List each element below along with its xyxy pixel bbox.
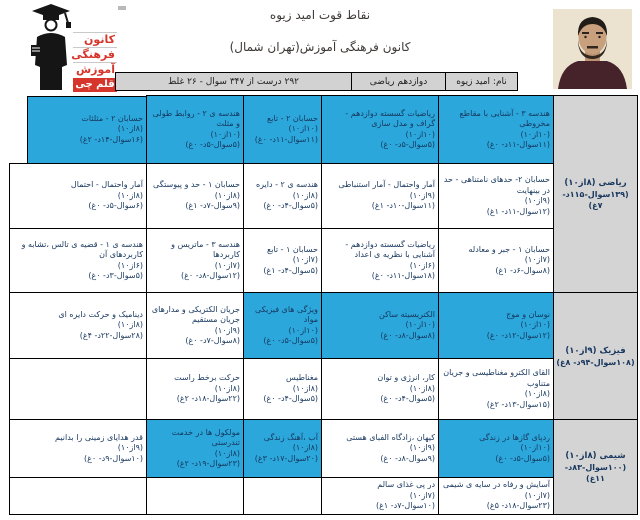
topic-title: ریاضیات گسسته دوازدهم - گراف و مدل سازی xyxy=(345,108,435,128)
logo-badge-ghalamchi: قلم چی xyxy=(73,78,117,92)
topic-score: (۷از۱۰) xyxy=(292,255,318,265)
topic-detail: (۱۰سوال-۹د- ۰غ) xyxy=(84,453,143,463)
topic-score: (۸از۱۰) xyxy=(214,383,240,393)
topic-cell xyxy=(244,420,322,478)
topic-score: (۱۰از۱۰) xyxy=(210,129,240,139)
topic-cell xyxy=(10,229,147,293)
topic-cell xyxy=(439,164,554,229)
logo-word-farhangi: فرهنگی xyxy=(71,48,115,61)
topic-title: کیهان ،زادگاه الفبای هستی xyxy=(346,432,435,442)
topic-title: در پی غذای سالم xyxy=(377,480,435,490)
topic-cell xyxy=(244,229,322,293)
topic-score: (۸از۱۰) xyxy=(214,190,240,200)
topic-cell xyxy=(147,420,244,478)
topic-score: (۸از۱۰) xyxy=(292,443,318,453)
topic-cell xyxy=(439,420,554,478)
topic-title: مولکول ها در خدمت تندرستی xyxy=(171,427,240,447)
topic-score: (۷از۱۰) xyxy=(524,490,550,500)
topic-detail: (۱۲سوال-۱۲د- ۰غ) xyxy=(486,330,550,340)
topic-cell xyxy=(147,229,244,293)
topic-score: (۱۰از۱۰) xyxy=(520,443,550,453)
topic-detail: (۱۲سوال-۸د- ۰غ) xyxy=(181,271,240,280)
topic-title: حسابان ۱ - حد و پیوستگی xyxy=(153,180,240,190)
topic-detail: (۵سوال-۴د- ۰غ) xyxy=(380,394,435,404)
topic-title: آب ،آهنگ زندگی xyxy=(263,432,318,442)
topic-cell xyxy=(439,229,554,293)
topic-cell xyxy=(322,164,439,229)
topic-title: هندسه ی ۱ - قضیه ی تالس ،تشابه و کاربردهای آن xyxy=(21,239,143,259)
topic-score: (۶از۱۰) xyxy=(409,260,435,270)
topic-title: حرکت برخط راست xyxy=(174,373,240,383)
topic-cell xyxy=(322,478,439,515)
subject-label xyxy=(554,293,638,420)
topic-score: (۱۰از۱۰) xyxy=(520,129,550,139)
topic-score: (۸از۱۰) xyxy=(214,448,240,458)
topic-detail: (۸سوال-۶د- ۱غ) xyxy=(495,265,550,275)
topic-score: (۸از۱۰) xyxy=(117,124,143,134)
topic-cell xyxy=(10,164,147,229)
topic-detail: (۱۲سوال-۱۱د- ۱غ) xyxy=(486,206,550,216)
topics-table xyxy=(9,95,638,515)
topic-score: (۶از۱۰) xyxy=(117,260,143,270)
topic-detail: (۵سوال-۵د- ۰غ) xyxy=(495,453,550,463)
topic-detail: (۱۰سوال-۷د- ۱غ) xyxy=(376,501,435,511)
topic-cell xyxy=(147,293,244,359)
topic-detail: (۵سوال-۵د- ۰غ) xyxy=(185,140,240,149)
topic-detail: (۸سوال-۸د- ۰غ) xyxy=(380,330,435,340)
topic-detail: (۱۱سوال-۱۱د- ۰غ) xyxy=(254,134,318,144)
topic-cell xyxy=(244,293,322,359)
topic-score: (۸از۱۰) xyxy=(409,383,435,393)
topic-detail: (۵سوال-۴د- ۰غ) xyxy=(263,201,318,211)
topic-detail: (۸سوال-۷د- ۰غ) xyxy=(185,336,240,345)
topic-cell xyxy=(244,164,322,229)
topic-detail: (۵سوال-۴د- ۱غ) xyxy=(263,265,318,275)
topic-cell xyxy=(439,359,554,420)
topic-detail: (۹سوال-۷د- ۱غ) xyxy=(185,201,240,211)
topic-cell xyxy=(244,96,322,164)
topic-score: (۹از۱۰) xyxy=(409,443,435,453)
topic-title: آسایش و رفاه در سایه ی شیمی xyxy=(443,480,550,490)
topic-title: حسابان ۲ - مثلثات xyxy=(81,113,143,123)
topic-cell xyxy=(147,164,244,229)
topic-cell-box xyxy=(27,96,147,163)
topic-detail: (۱۱سوال-۱۰د- ۱غ) xyxy=(371,201,435,211)
topic-score: (۷از۱۰) xyxy=(524,255,550,265)
topic-detail: (۹سوال-۸د- ۰غ) xyxy=(380,453,435,463)
topic-detail: (۱۵سوال-۱۳د- ۲غ) xyxy=(486,399,550,409)
topic-title: جریان الکتریکی و مدارهای جریان مستقیم xyxy=(151,304,240,324)
empty-cell xyxy=(147,478,244,515)
topic-cell xyxy=(322,293,439,359)
topic-cell xyxy=(439,478,554,515)
topic-score: (۸از۱۰) xyxy=(117,190,143,200)
subject-label xyxy=(554,420,638,515)
topic-cell xyxy=(10,420,147,478)
topic-detail: (۲۳سوال-۱۸د- ۵غ) xyxy=(486,501,550,511)
topic-score: (۹از۱۰) xyxy=(214,325,240,335)
topic-cell xyxy=(10,293,147,359)
subject-name: ریاضی (۸از۱۰) xyxy=(564,178,627,188)
topic-title: مغناطیس xyxy=(286,373,318,383)
topic-title: الکتریسیته ساکن xyxy=(379,309,435,319)
subject-name: فیزیک (۹از۱۰) xyxy=(565,345,626,356)
topic-title: حسابان ۲- حدهای نامتناهی - حد در بینهایت xyxy=(443,175,550,195)
empty-cell xyxy=(10,478,147,515)
topic-title: آمار واحتمال - احتمال xyxy=(70,180,143,190)
subject-detail: (۱۰۸سوال-۹۴د- ۸غ) xyxy=(556,357,635,367)
topic-title: هندسه ی ۲ - دایره xyxy=(255,180,318,190)
topic-score: (۹از۱۰) xyxy=(524,196,550,205)
topic-detail: (۲۳سوال-۱۹د- ۲غ) xyxy=(176,459,240,468)
topic-title: ریاضیات گسسته دوازدهم - آشنایی با نظریه ی اعداد xyxy=(345,239,435,259)
student-info-bar xyxy=(115,72,518,91)
topic-detail: (۶سوال-۵د- ۰غ) xyxy=(88,201,143,211)
topic-score: (۷از۱۰) xyxy=(214,260,240,270)
topic-detail: (۵سوال-۵د- ۰غ) xyxy=(380,140,435,149)
topic-title: دینامیک و حرکت دایره ای xyxy=(58,309,143,319)
topic-title: قدر هدایای زمینی را بدانیم xyxy=(55,432,143,442)
topic-title: هندسه ۳ - ماتریس و کاربردها xyxy=(171,239,240,259)
topic-score: (۱۰از۱۰) xyxy=(288,124,318,134)
topic-score: (۱۰از۱۰) xyxy=(520,320,550,330)
student-name: نام: امید زیوه xyxy=(445,73,517,90)
topic-detail: (۲۲سوال-۱۸د- ۲غ) xyxy=(176,394,240,404)
topic-cell xyxy=(439,293,554,359)
topic-title: آمار واحتمال - آمار استنباطی xyxy=(338,180,435,190)
topic-score: (۸از۱۰) xyxy=(292,383,318,393)
topic-title: هندسه ۳ - آشنایی با مقاطع مخروطی xyxy=(459,108,550,128)
empty-cell xyxy=(244,478,322,515)
subject-label xyxy=(554,96,638,293)
empty-cell xyxy=(10,359,147,420)
topic-detail: (۲۰سوال-۱۷د- ۳غ) xyxy=(254,453,318,463)
topic-cell xyxy=(322,420,439,478)
topic-title: حسابان ۱ - جبر و معادله xyxy=(468,244,550,254)
subject-name: شیمی (۸از۱۰) xyxy=(565,451,626,461)
topic-cell xyxy=(147,96,244,164)
topic-detail: (۱۱سوال-۱۱د- ۰غ) xyxy=(486,140,550,149)
topic-score: (۸از۱۰) xyxy=(524,389,550,398)
topic-cell xyxy=(147,359,244,420)
topic-score: (۷از۱۰) xyxy=(409,490,435,500)
topic-detail: (۱۶سوال-۱۴د- ۲غ) xyxy=(79,134,143,144)
topic-score: (۱۰از۱۰) xyxy=(288,325,318,335)
topic-cell xyxy=(322,359,439,420)
topic-cell xyxy=(439,96,554,164)
topic-detail: (۵سوال-۳د- ۰غ) xyxy=(88,271,143,280)
topic-score: (۱۰از۱۰) xyxy=(405,320,435,330)
subject-detail: (۱۳۹سوال-۱۱۵د- ۷غ) xyxy=(562,190,629,210)
topic-cell xyxy=(322,96,439,164)
org-subtitle: کانون فرهنگی آموزش(تهران شمال) xyxy=(229,40,411,54)
topic-score: (۹از۱۰) xyxy=(117,443,143,453)
topic-title: ویژگی های فیزیکی مواد xyxy=(255,304,318,324)
topic-cell xyxy=(322,229,439,293)
topic-score: (۹از۱۰) xyxy=(409,190,435,200)
topic-title: حسابان ۲ - تابع xyxy=(266,113,318,123)
topic-score: (۸از۱۰) xyxy=(117,320,143,330)
topic-title: نوسان و موج xyxy=(506,309,550,319)
topic-title: ردپای گازها در زندگی xyxy=(479,432,550,442)
subject-detail: (۱۰۰سوال-۸۳د- ۱۱غ) xyxy=(564,463,627,483)
topic-detail: (۲۸سوال-۲۲د- ۴غ) xyxy=(79,330,143,340)
logo-word-amoozesh: آموزش xyxy=(73,62,117,77)
topic-detail: (۵سوال-۴د- ۰غ) xyxy=(263,394,318,404)
topic-detail: (۵سوال-۵د- ۰غ) xyxy=(263,336,318,345)
page-title: نقاط قوت امید زیوه xyxy=(269,8,371,22)
student-photo xyxy=(553,9,632,89)
score-summary: ۲۹۲ درست از ۳۴۷ سوال - ۲۶ غلط xyxy=(167,76,300,87)
topic-score: (۱۰از۱۰) xyxy=(405,129,435,139)
topic-title: کار، انرژی و توان xyxy=(377,373,435,383)
logo-word-kanoon: کانون xyxy=(73,32,117,47)
student-grade: دوازدهم ریاضی xyxy=(351,73,445,90)
topic-score: (۸از۱۰) xyxy=(292,190,318,200)
topic-cell xyxy=(10,96,147,164)
topic-detail: (۱۸سوال-۱۱د- ۰غ) xyxy=(371,271,435,280)
topic-title: هندسه ی ۲ - روابط طولی و مثلث xyxy=(152,108,240,128)
topic-title: القای الکترو مغناطیسی و جریان متناوب xyxy=(443,368,550,388)
topic-cell xyxy=(244,359,322,420)
topic-title: حسابان ۱ - تابع xyxy=(266,244,318,254)
